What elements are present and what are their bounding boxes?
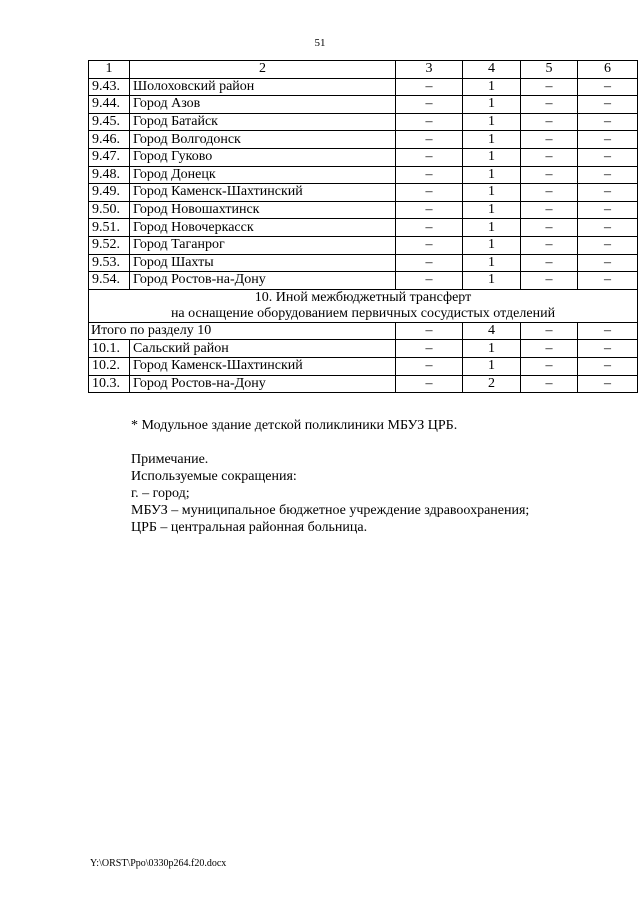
row-value-c5: – (521, 78, 578, 96)
header-cell: 3 (396, 61, 463, 79)
row-value-c6: – (578, 375, 638, 393)
total-value-c5: – (521, 322, 578, 340)
row-name: Город Каменск-Шахтинский (130, 357, 396, 375)
row-number: 10.1. (89, 340, 130, 358)
table-row (89, 148, 638, 166)
header-cell: 5 (521, 61, 578, 79)
table-row (89, 219, 638, 237)
row-value-c3: – (396, 272, 463, 290)
table-row (89, 113, 638, 131)
section-title-line-2: на оснащение оборудованием первичных сосудистых отделений (170, 305, 556, 321)
notes-heading: Примечание. (131, 452, 209, 467)
row-value-c6: – (578, 148, 638, 166)
table-body (89, 61, 638, 393)
row-number: 9.48. (89, 166, 130, 184)
row-number: 9.43. (89, 78, 130, 96)
abbreviation-item: ЦРБ – центральная районная больница. (131, 520, 368, 535)
row-value-c5: – (521, 340, 578, 358)
row-number: 9.44. (89, 96, 130, 114)
row-name: Город Таганрог (130, 236, 396, 254)
table-row (89, 96, 638, 114)
row-number: 9.49. (89, 184, 130, 202)
total-value-c6: – (578, 322, 638, 340)
section-title-line-1: 10. Иной межбюджетный трансферт (254, 289, 472, 305)
distribution-table (88, 60, 638, 393)
row-value-c4: 1 (463, 113, 521, 131)
row-number: 10.2. (89, 357, 130, 375)
table-row (89, 254, 638, 272)
row-value-c6: – (578, 166, 638, 184)
row-value-c3: – (396, 96, 463, 114)
row-value-c6: – (578, 184, 638, 202)
row-value-c4: 1 (463, 131, 521, 149)
row-name: Город Азов (130, 96, 396, 114)
table-row (89, 357, 638, 375)
row-name: Город Донецк (130, 166, 396, 184)
row-value-c4: 1 (463, 254, 521, 272)
row-number: 9.45. (89, 113, 130, 131)
notes-block (131, 417, 529, 536)
row-value-c3: – (396, 340, 463, 358)
row-value-c5: – (521, 131, 578, 149)
row-name: Сальский район (130, 340, 396, 358)
row-value-c6: – (578, 113, 638, 131)
row-value-c5: – (521, 375, 578, 393)
row-number: 9.54. (89, 272, 130, 290)
row-value-c3: – (396, 113, 463, 131)
row-value-c4: 1 (463, 272, 521, 290)
row-value-c3: – (396, 357, 463, 375)
total-value-c3: – (396, 322, 463, 340)
row-value-c3: – (396, 184, 463, 202)
row-name: Город Ростов-на-Дону (130, 272, 396, 290)
header-cell: 4 (463, 61, 521, 79)
row-value-c4: 1 (463, 219, 521, 237)
row-number: 9.47. (89, 148, 130, 166)
table-row (89, 375, 638, 393)
total-value-c4: 4 (463, 322, 521, 340)
total-label: Итого по разделу 10 (89, 322, 396, 340)
row-name: Город Волгодонск (130, 131, 396, 149)
row-name: Город Каменск-Шахтинский (130, 184, 396, 202)
row-value-c3: – (396, 166, 463, 184)
table-row (89, 184, 638, 202)
header-cell: 1 (89, 61, 130, 79)
table-row (89, 272, 638, 290)
row-value-c3: – (396, 219, 463, 237)
table-row (89, 340, 638, 358)
row-value-c3: – (396, 375, 463, 393)
row-name: Город Новошахтинск (130, 201, 396, 219)
row-value-c5: – (521, 96, 578, 114)
row-value-c6: – (578, 340, 638, 358)
footer-file-path: Y:\ORST\Ppo\0330p264.f20.docx (90, 858, 227, 869)
table-row (89, 78, 638, 96)
section-title-row (89, 289, 638, 322)
row-value-c5: – (521, 201, 578, 219)
row-value-c6: – (578, 131, 638, 149)
header-cell: 2 (130, 61, 396, 79)
notes-intro: Используемые сокращения: (131, 469, 297, 484)
abbreviation-item: г. – город; (131, 486, 190, 501)
row-name: Город Шахты (130, 254, 396, 272)
row-value-c5: – (521, 219, 578, 237)
row-value-c3: – (396, 201, 463, 219)
row-value-c6: – (578, 96, 638, 114)
row-value-c4: 1 (463, 148, 521, 166)
row-value-c3: – (396, 131, 463, 149)
total-row (89, 322, 638, 340)
row-value-c4: 1 (463, 96, 521, 114)
row-number: 9.53. (89, 254, 130, 272)
footnote: * Модульное здание детской поликлиники МБУЗ ЦРБ. (131, 418, 458, 433)
row-value-c5: – (521, 113, 578, 131)
page-number: 51 (314, 37, 326, 49)
row-value-c3: – (396, 78, 463, 96)
row-value-c6: – (578, 236, 638, 254)
row-value-c3: – (396, 254, 463, 272)
row-value-c5: – (521, 166, 578, 184)
header-cell: 6 (578, 61, 638, 79)
row-value-c5: – (521, 272, 578, 290)
row-number: 10.3. (89, 375, 130, 393)
row-value-c5: – (521, 357, 578, 375)
table-row (89, 131, 638, 149)
table-row (89, 166, 638, 184)
row-value-c3: – (396, 236, 463, 254)
section-title (89, 289, 638, 322)
row-name: Город Гуково (130, 148, 396, 166)
row-value-c4: 1 (463, 184, 521, 202)
row-value-c4: 1 (463, 201, 521, 219)
table-header-row (89, 61, 638, 79)
row-value-c6: – (578, 78, 638, 96)
row-value-c5: – (521, 148, 578, 166)
row-value-c4: 1 (463, 357, 521, 375)
abbreviation-item: МБУЗ – муниципальное бюджетное учреждение здравоохранения; (131, 503, 530, 518)
row-number: 9.51. (89, 219, 130, 237)
row-number: 9.50. (89, 201, 130, 219)
row-value-c5: – (521, 184, 578, 202)
row-name: Город Новочеркасск (130, 219, 396, 237)
table-row (89, 236, 638, 254)
row-value-c4: 2 (463, 375, 521, 393)
row-value-c4: 1 (463, 166, 521, 184)
row-name: Город Ростов-на-Дону (130, 375, 396, 393)
row-number: 9.52. (89, 236, 130, 254)
row-value-c4: 1 (463, 340, 521, 358)
row-value-c4: 1 (463, 78, 521, 96)
row-value-c5: – (521, 236, 578, 254)
table-row (89, 201, 638, 219)
row-value-c6: – (578, 357, 638, 375)
row-name: Шолоховский район (130, 78, 396, 96)
row-name: Город Батайск (130, 113, 396, 131)
row-value-c3: – (396, 148, 463, 166)
row-value-c6: – (578, 254, 638, 272)
row-value-c4: 1 (463, 236, 521, 254)
row-value-c6: – (578, 219, 638, 237)
row-value-c6: – (578, 201, 638, 219)
row-value-c6: – (578, 272, 638, 290)
row-number: 9.46. (89, 131, 130, 149)
row-value-c5: – (521, 254, 578, 272)
